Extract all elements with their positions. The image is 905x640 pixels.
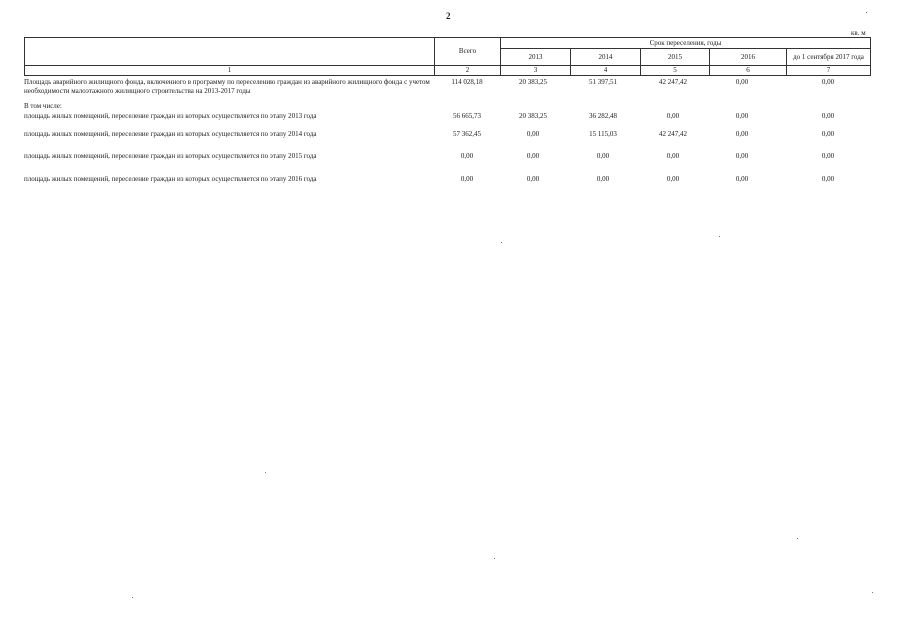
header-description-cell (25, 38, 435, 66)
value-2015: 42 247,42 (659, 78, 687, 86)
column-number: 3 (501, 66, 571, 76)
value-2016: 0,00 (735, 175, 749, 183)
scan-speck (265, 472, 266, 473)
value-2014: 0,00 (596, 175, 610, 183)
value-2013: 0,00 (526, 130, 540, 138)
column-number: 5 (641, 66, 710, 76)
column-number: 2 (435, 66, 501, 76)
value-2014: 15 115,03 (589, 130, 617, 138)
value-2017: 0,00 (821, 152, 835, 160)
value-2017: 0,00 (821, 112, 835, 120)
row-label: площадь жилых помещений, переселение граждан из которых осуществляется по этапу 2014 года (24, 130, 317, 138)
column-number: 7 (787, 66, 871, 76)
value-2014: 51 397,51 (589, 78, 617, 86)
value-2016: 0,00 (735, 112, 749, 120)
value-2015: 0,00 (666, 152, 680, 160)
unit-label: кв. м (851, 29, 866, 37)
value-2013: 20 383,25 (519, 112, 547, 120)
value-2014: 36 282,48 (589, 112, 617, 120)
row-label: площадь жилых помещений, переселение граждан из которых осуществляется по этапу 2015 года (24, 152, 317, 160)
scan-speck (719, 236, 720, 237)
value-2013: 20 383,25 (519, 78, 547, 86)
value-2016: 0,00 (735, 130, 749, 138)
value-total: 0,00 (460, 175, 474, 183)
value-2015: 0,00 (666, 175, 680, 183)
row-label: Площадь аварийного жилищного фонда, включенного в программу по переселению граждан из аварийного жилищного фонда с учетом необходимости малоэтажного жилищного строительства на 2013-2017 годы (24, 78, 430, 95)
value-2016: 0,00 (735, 78, 749, 86)
column-number: 6 (710, 66, 787, 76)
header-year-2017: до 1 сентября 2017 года (787, 49, 871, 66)
value-2017: 0,00 (821, 130, 835, 138)
scan-speck (866, 12, 867, 13)
scan-speck (501, 242, 502, 243)
value-2013: 0,00 (526, 175, 540, 183)
value-total: 57 362,45 (453, 130, 481, 138)
scan-speck (494, 558, 495, 559)
page-number: 2 (446, 11, 451, 21)
value-2015: 42 247,42 (659, 130, 687, 138)
value-2015: 0,00 (666, 112, 680, 120)
row-label: площадь жилых помещений, переселение граждан из которых осуществляется по этапу 2016 года (24, 175, 317, 183)
value-2016: 0,00 (735, 152, 749, 160)
value-2014: 0,00 (596, 152, 610, 160)
value-2017: 0,00 (821, 175, 835, 183)
column-number: 1 (25, 66, 435, 76)
header-year-2015: 2015 (641, 49, 710, 66)
row-label: площадь жилых помещений, переселение граждан из которых осуществляется по этапу 2013 года (24, 112, 317, 120)
value-total: 56 665,73 (453, 112, 481, 120)
scan-speck (797, 538, 798, 539)
scan-speck (132, 597, 133, 598)
value-total: 0,00 (460, 152, 474, 160)
header-year-2016: 2016 (710, 49, 787, 66)
header-year-2013: 2013 (501, 49, 571, 66)
header-table (24, 37, 871, 76)
header-total: Всего (435, 38, 501, 66)
subheading: В том числе: (24, 102, 62, 110)
value-total: 114 028,18 (451, 78, 483, 86)
column-number: 4 (571, 66, 641, 76)
scan-speck (872, 592, 873, 593)
value-2013: 0,00 (526, 152, 540, 160)
value-2017: 0,00 (821, 78, 835, 86)
header-period: Срок переселения, годы (501, 38, 871, 49)
header-year-2014: 2014 (571, 49, 641, 66)
